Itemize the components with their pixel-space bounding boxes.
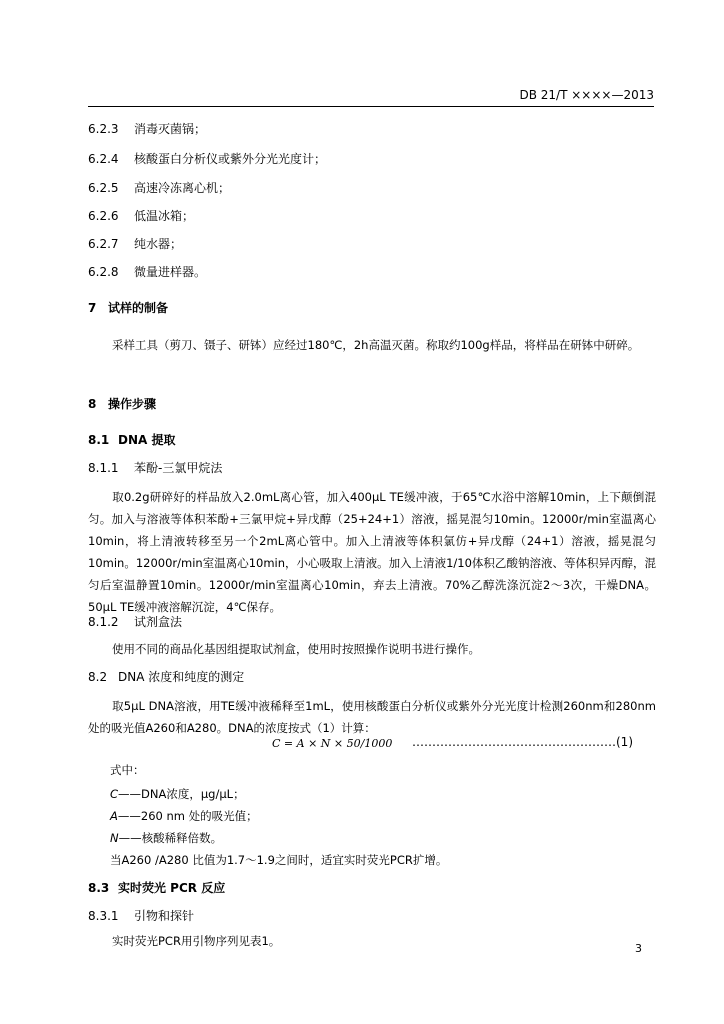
item-number: 6.2.7 [88, 237, 119, 251]
section-number: 8.1 [88, 433, 110, 447]
section-heading-8 [88, 395, 156, 412]
paragraph-text: 取5μL DNA溶液，用TE缓冲液稀释至1mL，使用核酸蛋白分析仪或紫外分光光度计检测260nm和280nm处的吸光值A260和A280。DNA的浓度按式（1）计算： [88, 699, 656, 735]
paragraph-text: 取0.2g研碎好的样品放入2.0mL离心管，加入400μL TE缓冲液，于65℃水浴中溶解10min，上下颠倒混匀。加入与溶液等体积苯酚+三氯甲烷+异戊醇（25+24+1）溶液，摇晃混匀10min。12000r/min室温离心10min，将上清液转移至另一个2mL离心管中。加入上清液等体积氯仿+异戊醇（24+1）溶液，摇晃混匀10min。12000r/min室温离心10min，小心吸取上清液。加入上清液1/10体积乙酸钠溶液、等体积异丙醇，混匀后室温静置10min。12000r/min室温离心10min，弃去上清液。70%乙醇洗涤沉淀2～3次，干燥DNA。50μL TE缓冲液溶解沉淀，4℃保存。 [88, 490, 656, 614]
paragraph-dna-measure [88, 695, 656, 739]
definition-text: ——260 nm 处的吸光值； [117, 809, 258, 823]
section-title: DNA 浓度和纯度的测定 [118, 670, 245, 684]
paragraph-primers [88, 930, 656, 952]
item-text: 微量进样器。 [134, 265, 207, 279]
subsection-heading-8-3-1 [88, 907, 194, 924]
paragraph-text: 使用不同的商品化基因组提取试剂盒，使用时按照操作说明书进行操作。 [112, 642, 480, 656]
section-number: 8 [88, 397, 97, 411]
formula-expression: C = A × N × 50/1000 [272, 737, 393, 750]
item-number: 6.2.6 [88, 209, 119, 223]
page-number: 3 [635, 942, 642, 955]
paragraph-kit-method [88, 638, 656, 660]
section-number: 8.1.2 [88, 615, 119, 629]
section-title: 试样的制备 [108, 301, 169, 315]
item-text: 核酸蛋白分析仪或紫外分光光度计； [134, 152, 327, 166]
subsection-heading-8-1-2 [88, 613, 182, 630]
section-heading-7 [88, 299, 168, 316]
section-heading-8-1 [88, 431, 175, 448]
item-text: 高速冷冻离心机； [134, 181, 231, 195]
paragraph-text: 采样工具（剪刀、镊子、研钵）应经过180℃，2h高温灭菌。称取约100g样品，将样品在研钵中研碎。 [112, 338, 640, 352]
paragraph-phenol-method [88, 486, 656, 618]
symbol: A [110, 809, 118, 823]
ratio-note: 当A260 /A280 比值为1.7～1.9之间时，适宜实时荧光PCR扩增。 [110, 853, 448, 867]
section-heading-8-2 [88, 668, 244, 685]
list-item [88, 207, 194, 224]
section-number: 7 [88, 301, 97, 315]
section-number: 8.3.1 [88, 909, 119, 923]
formula-leader [412, 735, 633, 749]
list-item [88, 263, 206, 280]
item-number: 6.2.5 [88, 181, 119, 195]
section-title: 试剂盒法 [134, 615, 183, 629]
symbol: C [110, 787, 119, 801]
definition-n [110, 830, 222, 846]
section-heading-8-3 [88, 879, 225, 896]
section-number: 8.2 [88, 670, 108, 684]
symbol: N [110, 831, 119, 845]
section-title: DNA 提取 [118, 433, 176, 447]
item-number: 6.2.3 [88, 122, 119, 136]
section-title: 引物和探针 [134, 909, 195, 923]
list-item [88, 235, 182, 252]
item-number: 6.2.8 [88, 265, 119, 279]
section-number: 8.1.1 [88, 461, 119, 475]
section-title: 操作步骤 [108, 397, 157, 411]
where-intro: 式中： [110, 763, 145, 777]
definition-a [110, 808, 258, 824]
list-item [88, 120, 206, 137]
item-number: 6.2.4 [88, 152, 119, 166]
section-title: 苯酚-三氯甲烷法 [134, 461, 223, 475]
item-text: 纯水器； [134, 237, 183, 251]
definition-text: ——DNA浓度，μg/μL； [118, 787, 245, 801]
list-item [88, 150, 326, 167]
formula-label: (1) [616, 735, 633, 749]
section-number: 8.3 [88, 881, 110, 895]
definition-c [110, 786, 245, 802]
subsection-heading-8-1-1 [88, 459, 222, 476]
document-code: DB 21/T ××××—2013 [519, 88, 654, 102]
item-text: 消毒灭菌锅； [134, 122, 207, 136]
header-rule [88, 106, 654, 107]
formula-dots: …………………………………………… [412, 735, 616, 749]
paragraph-text: 实时荧光PCR用引物序列见表1。 [112, 934, 281, 948]
section-title: 实时荧光 PCR 反应 [118, 881, 226, 895]
item-text: 低温冰箱； [134, 209, 195, 223]
paragraph-sample-prep [88, 334, 656, 356]
definition-text: ——核酸稀释倍数。 [118, 831, 223, 845]
list-item [88, 179, 230, 196]
